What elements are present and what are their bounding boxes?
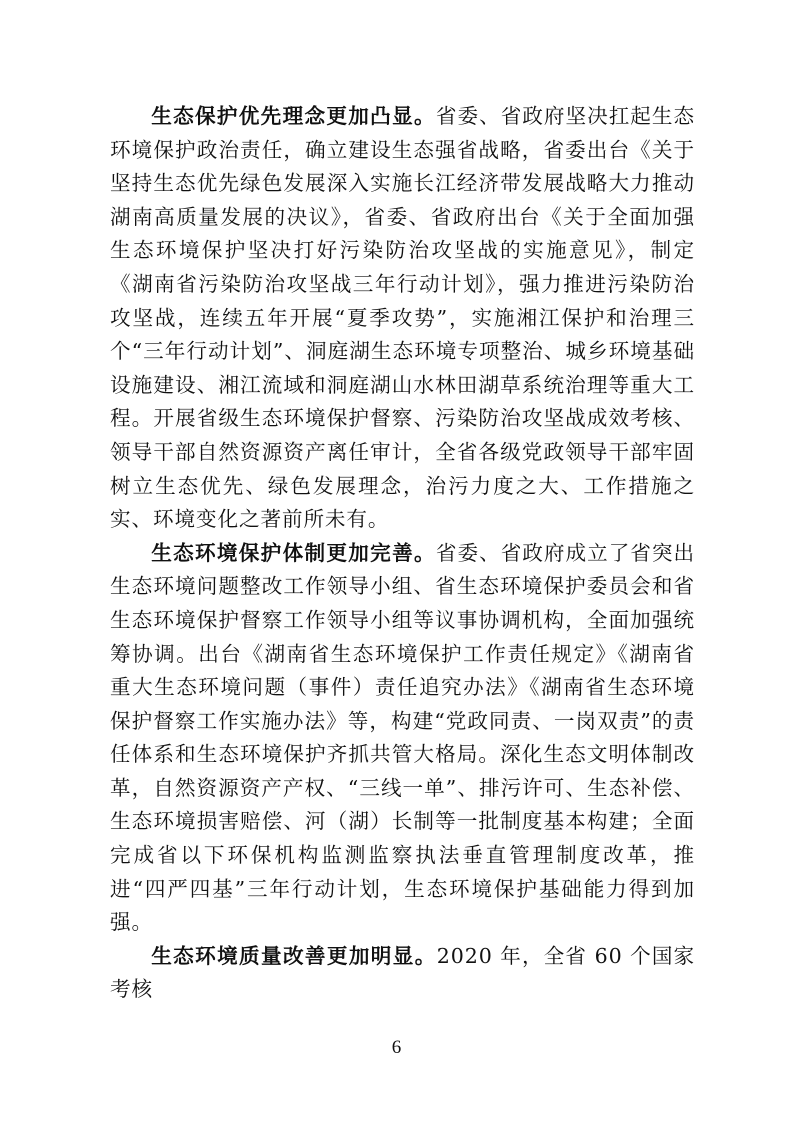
paragraph-lead-heading: 生态环境质量改善更加明显。 [151,943,437,968]
paragraph-body-text: 2020 年，全省 60 个国家考核 [110,943,695,1002]
page-number: 6 [391,1037,402,1058]
paragraph-lead-heading: 生态保护优先理念更加凸显。 [151,104,436,128]
paragraph-ecological-priority [110,100,695,537]
paragraph-protection-system [110,537,695,940]
paragraph-body-text: 省委、省政府成立了省突出生态环境问题整改工作领导小组、省生态环境保护委员会和省生态环境保护督察工作领导小组等议事协调机构，全面加强统筹协调。出台《湖南省生态环境保护工作责任规定》《湖南省重大生态环境问题（事件）责任追究办法》《湖南省生态环境保护督察工作实施办法》等，构建“党政同责、一岗双责”的责任体系和生态环境保护齐抓共管大格局。深化生态文明体制改革，自然资源资产产权、“三线一单”、排污许可、生态补偿、生态环境损害赔偿、河（湖）长制等一批制度基本构建；全面完成省以下环保机构监测监察执法垂直管理制度改革，推进“四严四基”三年行动计划，生态环境保护基础能力得到加强。 [110,540,695,935]
paragraph-lead-heading: 生态环境保护体制更加完善。 [151,540,436,565]
paragraph-quality-improvement [110,940,695,1007]
document-page [110,100,695,1007]
paragraph-body-text: 省委、省政府坚决扛起生态环境保护政治责任，确立建设生态强省战略，省委出台《关于坚持生态优先绿色发展深入实施长江经济带发展战略大力推动湖南高质量发展的决议》，省委、省政府出台《关于全面加强生态环境保护坚决打好污染防治攻坚战的实施意见》，制定《湖南省污染防治攻坚战三年行动计划》，强力推进污染防治攻坚战，连续五年开展“夏季攻势”，实施湘江保护和治理三个“三年行动计划”、洞庭湖生态环境专项整治、城乡环境基础设施建设、湘江流域和洞庭湖山水林田湖草系统治理等重大工程。开展省级生态环境保护督察、污染防治攻坚战成效考核、领导干部自然资源资产离任审计，全省各级党政领导干部牢固树立生态优先、绿色发展理念，治污力度之大、工作措施之实、环境变化之著前所未有。 [110,104,695,532]
